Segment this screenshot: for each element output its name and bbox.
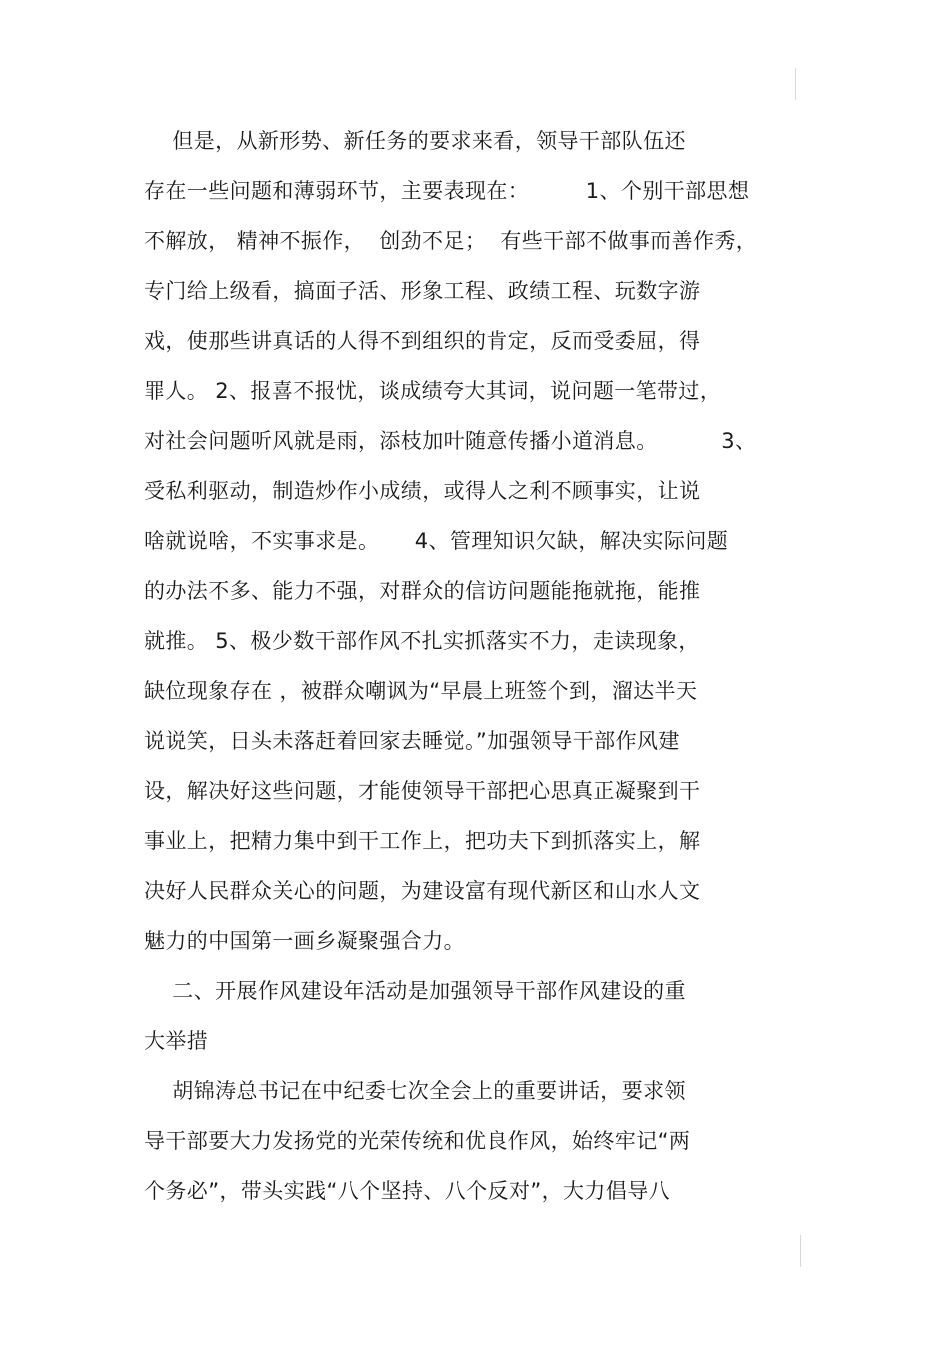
text-line: 个务必”，带头实践“八个坚持、八个反对”，大力倡导八: [144, 1179, 671, 1203]
text-line: 对社会问题听风就是雨，添枝加叶随意传播小道消息。 3、: [144, 429, 757, 453]
text-line: 的办法不多、能力不强，对群众的信访问题能拖就拖，能推: [144, 579, 701, 603]
text-line: 魅力的中国第一画乡凝聚强合力。: [144, 929, 465, 953]
section-heading-line: 二、开展作风建设年活动是加强领导干部作风建设的重: [144, 979, 686, 1003]
text-line: 但是，从新形势、新任务的要求来看，领导干部队伍还: [144, 129, 686, 153]
text-line: 导干部要大力发扬党的光荣传统和优良作风，始终牢记“两: [144, 1129, 691, 1153]
text-line: 受私利驱动，制造炒作小成绩，或得人之利不顾事实，让说: [144, 479, 701, 503]
text-line: 罪人。 2、报喜不报忧，谈成绩夸大其词，说问题一笔带过，: [144, 379, 722, 403]
text-line: 戏，使那些讲真话的人得不到组织的肯定，反而受委屈，得: [144, 329, 701, 353]
text-line: 啥就说啥，不实事求是。 4、管理知识欠缺，解决实际问题: [144, 529, 729, 553]
text-line: 胡锦涛总书记在中纪委七次全会上的重要讲话，要求领: [144, 1079, 686, 1103]
text-line: 就推。 5、极少数干部作风不扎实抓落实不力，走读现象，: [144, 629, 700, 653]
text-line: 说说笑，日头未落赶着回家去睡觉。”加强领导干部作风建: [144, 729, 680, 753]
text-line: 专门给上级看，搞面子活、形象工程、政绩工程、玩数字游: [144, 279, 701, 303]
page-edge-mark-bottom: [800, 1235, 801, 1267]
section-heading-line: 大举措: [144, 1029, 209, 1053]
text-line: 事业上，把精力集中到干工作上，把功夫下到抓落实上，解: [144, 829, 701, 853]
text-line: 缺位现象存在 ，被群众嘲讽为“早晨上班签个到，溜达半天: [144, 679, 698, 703]
page-edge-mark-top: [795, 68, 796, 100]
text-line: 决好人民群众关心的问题，为建设富有现代新区和山水人文: [144, 879, 701, 903]
text-line: 存在一些问题和薄弱环节，主要表现在： 1、个别干部思想: [144, 179, 750, 203]
text-line: 不解放， 精神不振作， 创劲不足； 有些干部不做事而善作秀，: [144, 229, 758, 253]
text-line: 设，解决好这些问题，才能使领导干部把心思真正凝聚到干: [144, 779, 701, 803]
